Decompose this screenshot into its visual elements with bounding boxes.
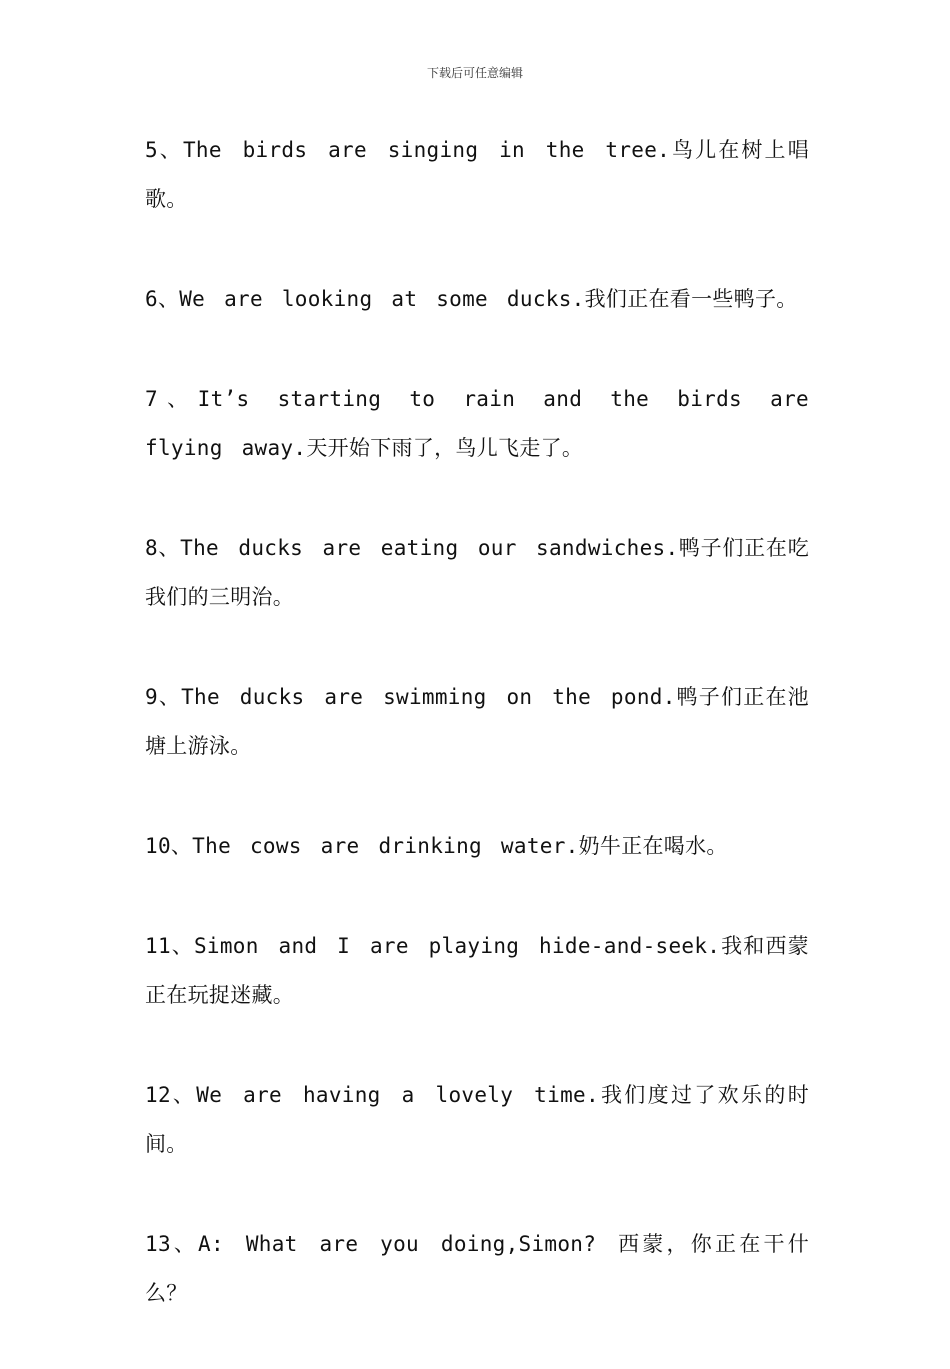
sentence-8: 8、The ducks are eating our sandwiches.鸭子们正在吃我们的三明治。 [145,536,809,609]
sentence-6: 6、We are looking at some ducks.我们正在看一些鸭子。 [145,287,798,311]
sentence-12: 12、We are having a lovely time.我们度过了欢乐的时间。 [145,1083,809,1156]
sentence-11: 11、Simon and I are playing hide-and-seek.我和西蒙正在玩捉迷藏。 [145,934,809,1007]
sentence-9: 9、The ducks are swimming on the pond.鸭子们正在池塘上游泳。 [145,685,809,758]
document-body [145,126,809,1369]
sentence-7: 7、It’s starting to rain and the birds are flying away.天开始下雨了，鸟儿飞走了。 [145,387,809,460]
page-header: 下载后可任意编辑 [426,66,523,80]
sentence-10: 10、The cows are drinking water.奶牛正在喝水。 [145,834,728,858]
sentence-13: 13、A: What are you doing,Simon? 西蒙，你正在干什么？ [145,1232,809,1305]
sentence-5: 5、The birds are singing in the tree.鸟儿在树上唱歌。 [145,138,809,211]
